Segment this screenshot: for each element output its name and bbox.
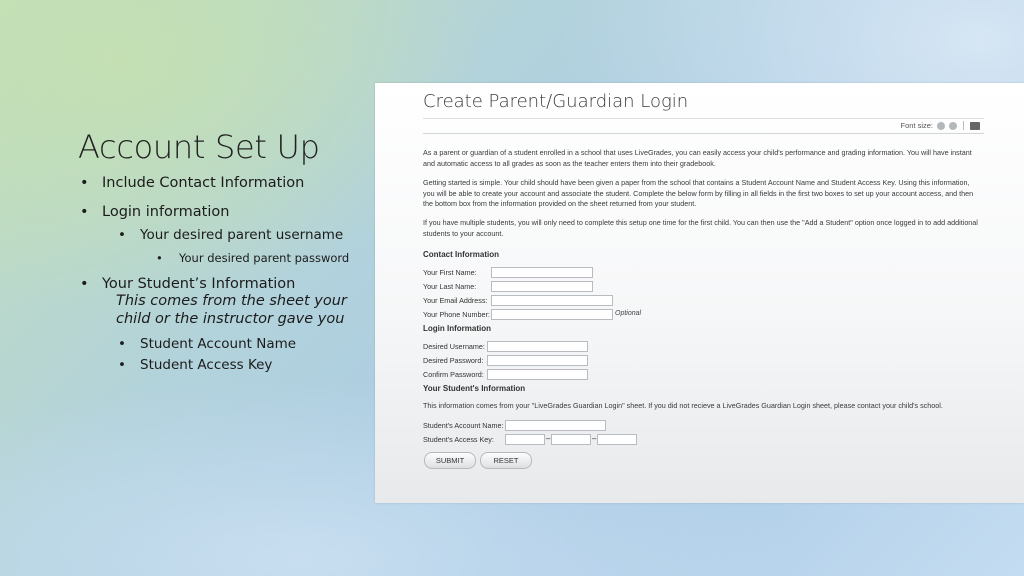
student-heading: Your Student's Information (423, 384, 526, 393)
password-label: Desired Password: (423, 356, 484, 365)
intro-paragraph-2: Getting started is simple. Your child should have been given a paper from the school that contains a Student Account Name and Student Access Key. Using this information, you will be able to create your account and associate the student. Complete the below form by filling in all fields in the first two boxes to set up your account access, and then the bottom box from the information provided on the sheet returned from your student. (423, 178, 974, 208)
first-name-label: Your First Name: (423, 268, 477, 277)
account-name-label: Student's Account Name: (423, 421, 504, 430)
phone-label: Your Phone Number: (423, 310, 490, 319)
font-increase-icon[interactable] (949, 122, 957, 130)
submit-button[interactable]: SUBMIT (424, 452, 476, 469)
divider (423, 118, 984, 119)
access-key-part-1-input[interactable] (505, 434, 545, 445)
font-size-control (900, 121, 980, 130)
last-name-label: Your Last Name: (423, 282, 477, 291)
last-name-input[interactable] (491, 281, 593, 292)
bullet-student: • Your Student’s Information (78, 273, 368, 295)
divider (963, 121, 964, 130)
font-size-label: Font size: (900, 121, 933, 130)
access-key-label: Student's Access Key: (423, 435, 494, 444)
login-heading: Login Information (423, 324, 491, 333)
bullet-account-name: • Student Account Name (78, 333, 368, 355)
email-label: Your Email Address: (423, 296, 488, 305)
access-key-part-2-input[interactable] (551, 434, 591, 445)
divider (423, 133, 984, 134)
access-key-part-3-input[interactable] (597, 434, 637, 445)
password-input[interactable] (487, 355, 588, 366)
print-icon[interactable] (970, 122, 980, 130)
dash-separator: – (546, 434, 551, 443)
form-page-title: Create Parent/Guardian Login (423, 91, 689, 112)
confirm-password-input[interactable] (487, 369, 588, 380)
slide-title: Account Set Up (78, 128, 320, 166)
contact-heading: Contact Information (423, 250, 499, 259)
bullet-username: • Your desired parent username (78, 224, 368, 246)
bullet-access-key: • Student Access Key (78, 354, 368, 376)
reset-button[interactable]: RESET (480, 452, 532, 469)
confirm-password-label: Confirm Password: (423, 370, 484, 379)
slide-bullet-list (78, 172, 368, 376)
phone-input[interactable] (491, 309, 613, 320)
intro-paragraph-3: If you have multiple students, you will only need to complete this setup one time for the first child. You can then use the "Add a Student" option once logged in to add additional students to your account. (423, 218, 978, 238)
email-input[interactable] (491, 295, 613, 306)
font-decrease-icon[interactable] (937, 122, 945, 130)
bullet-password: • Your desired parent password (78, 247, 368, 269)
screenshot-panel (375, 83, 1024, 503)
dash-separator: – (592, 434, 597, 443)
account-name-input[interactable] (505, 420, 606, 431)
username-label: Desired Username: (423, 342, 485, 351)
intro-paragraph-1: As a parent or guardian of a student enrolled in a school that uses LiveGrades, you can easily access your child's performance and grading information. You will have instant and automatic access to all grades as soon as the teacher enters them into their gradebook. (423, 148, 972, 168)
student-info-note: This information comes from your "LiveGrades Guardian Login" sheet. If you did not recieve a LiveGrades Guardian Login sheet, please contact your child's school. (423, 401, 943, 410)
bullet-contact: • Include Contact Information (78, 172, 368, 194)
username-input[interactable] (487, 341, 588, 352)
student-note: This comes from the sheet your child or the instructor gave you (116, 293, 347, 327)
first-name-input[interactable] (491, 267, 593, 278)
optional-label: Optional (615, 310, 642, 317)
bullet-login: • Login information (78, 201, 368, 223)
